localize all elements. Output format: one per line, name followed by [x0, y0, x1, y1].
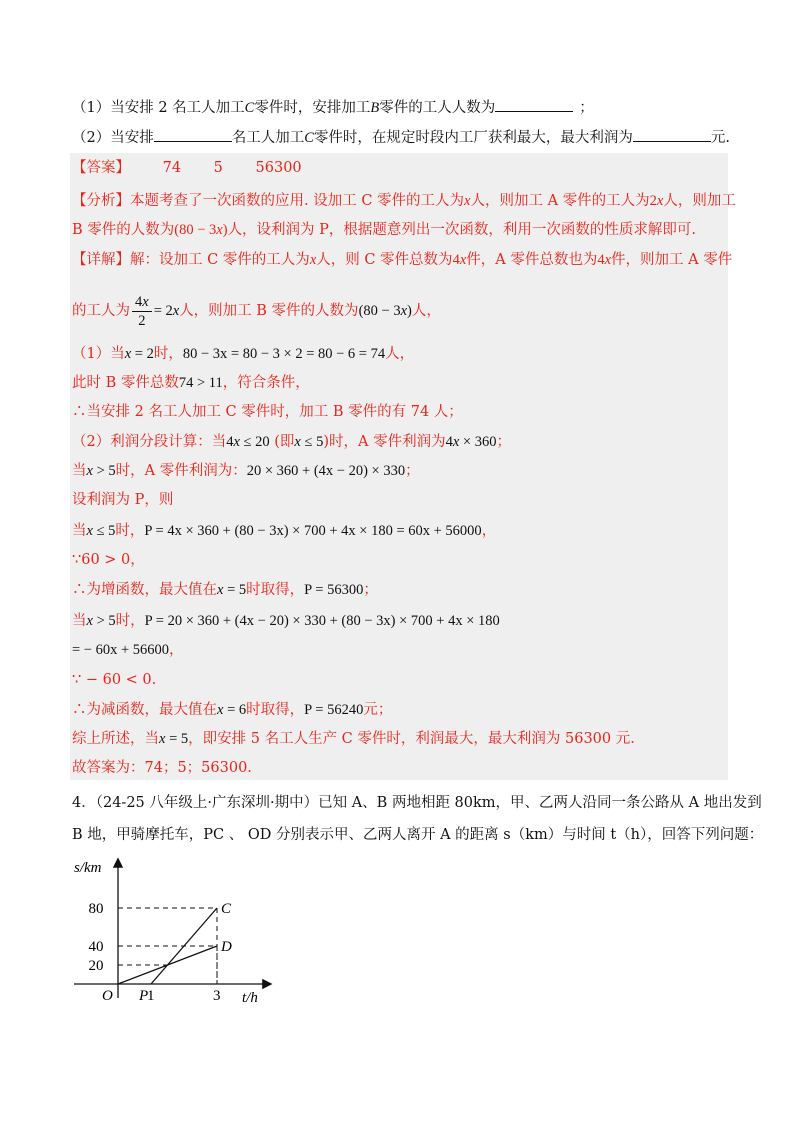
- point-label-C: C: [221, 901, 232, 917]
- detail-line-2: 的工人为 $\frac{4x}{2}$ = 2x人，则加工 B 零件的人数为(80 − 3x)人，: [72, 293, 441, 329]
- part1-line-1: （1）当x = 2时，80 − 3x = 80 − 3 × 2 = 80 − 6 = 74人，: [72, 346, 415, 362]
- part2-line-3: 设利润为 P，则: [72, 492, 174, 508]
- chart-layer: [74, 860, 270, 1006]
- y-tick-label: 20: [88, 958, 104, 974]
- part2-line-9: ∵ − 60 < 0.: [72, 672, 157, 688]
- part2-line-4: 当x ≤ 5时，P = 4x × 360 + (80 − 3x) × 700 + 4x × 180 = 60x + 56000，: [72, 523, 497, 539]
- point-label-P: P: [139, 988, 149, 1004]
- point-label-D: D: [221, 939, 232, 955]
- origin-label: O: [102, 988, 113, 1004]
- part1-line-3: ∴当安排 2 名工人加工 C 零件时，加工 B 零件的有 74 人；: [72, 404, 463, 420]
- y-axis-label: s/km: [74, 860, 102, 876]
- analysis-line-2: B 零件的人数为(80 − 3x)人，设利润为 P，根据题意列出一次函数，利用一次函数的性质求解即可.: [72, 222, 697, 238]
- part2-line-7: 当x > 5时，P = 20 × 360 + (4x − 20) × 330 + (80 − 3x) × 700 + 4x × 180: [72, 613, 500, 629]
- part2-line-8: = − 60x + 56600，: [72, 642, 184, 658]
- x-tick-label: 3: [213, 988, 221, 1004]
- question-1: （1）当安排 2 名工人加工C零件时，安排加工B零件的工人人数为 ；: [72, 97, 594, 118]
- y-tick-label: 80: [88, 901, 104, 917]
- x-tick-label: 1: [147, 988, 155, 1004]
- answer-blank-1[interactable]: [495, 97, 573, 112]
- detail-line-1: 【详解】解：设加工 C 零件的工人为x人，则 C 零件总数为4x件，A 零件总数也为4x件，则加工 A 零件: [72, 252, 733, 268]
- part2-line-2: 当x > 5时，A 零件利润为：20 × 360 + (4x − 20) × 330；: [72, 463, 420, 479]
- final-answer-line: 故答案为：74；5；56300.: [72, 760, 252, 776]
- question-2: （2）当安排 名工人加工C零件时，在规定时段内工厂获利最大，最大利润为 元.: [72, 127, 730, 148]
- question-4-line-2: B 地，甲骑摩托车，PC 、 OD 分别表示甲、乙两人离开 A 的距离 s（km）与时间 t（h），回答下列问题：: [72, 827, 764, 843]
- distance-time-graph: [70, 850, 330, 1030]
- part2-line-10: ∴为减函数，最大值在x = 6时取得，P = 56240元；: [72, 702, 393, 718]
- part1-line-2: 此时 B 零件总数74 > 11，符合条件，: [72, 375, 310, 391]
- summary-line: 综上所述，当x = 5，即安排 5 名工人生产 C 零件时，利润最大，最大利润为 56300 元.: [72, 731, 635, 747]
- analysis-line-1: 【分析】本题考查了一次函数的应用. 设加工 C 零件的工人为x人，则加工 A 零件的工人为2x人，则加工: [72, 193, 736, 209]
- part2-line-6: ∴为增函数，最大值在x = 5时取得，P = 56300；: [72, 582, 378, 598]
- part2-line-1: （2）利润分段计算：当4x ≤ 20 (即x ≤ 5)时，A 零件利润为4x × 360；: [72, 434, 511, 450]
- part2-line-5: ∵60 > 0，: [72, 552, 145, 568]
- question-4-line-1: 4．（24-25 八年级上·广东深圳·期中）已知 A、B 两地相距 80km，甲、乙两人沿同一条公路从 A 地出发到: [72, 795, 762, 811]
- x-axis-label: t/h: [242, 990, 258, 1006]
- answer-line: 【答案】 74 5 56300: [72, 160, 302, 176]
- answer-blank-2[interactable]: [154, 127, 232, 142]
- answer-blank-3[interactable]: [633, 127, 711, 142]
- y-tick-label: 40: [88, 939, 104, 955]
